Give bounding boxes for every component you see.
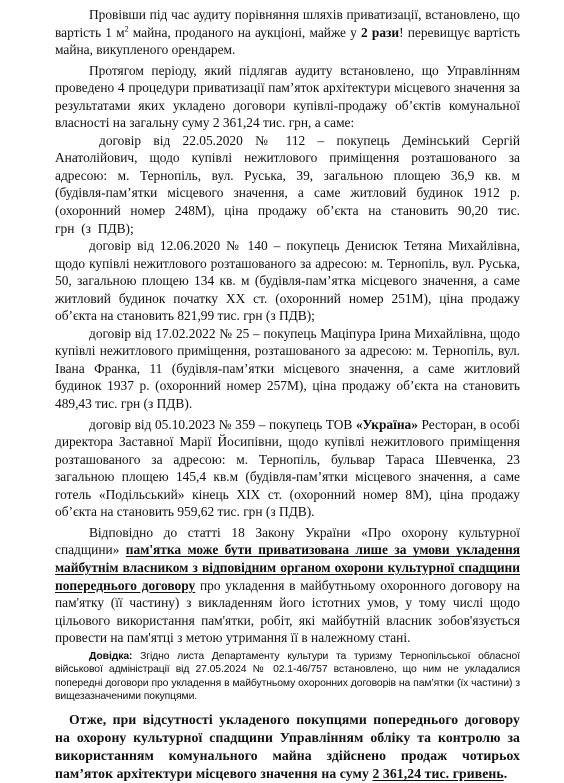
contract-item-4 [55, 416, 520, 521]
text: Провівши під час аудиту порівняння шляхів приватизації, встановлено, що вартість 1 м [55, 7, 520, 40]
company-name: «Україна» [355, 416, 418, 432]
contract-item-2: договір від 12.06.2020 № 140 – покупець Денисюк Тетяна Михайлівна, щодо купівлі нежитлового розташованого за адресою: м. Тернопіль, вул. Руська, 50, загальною площею 134 кв. м (будівля-пам’ятка місцевого значення, а саме житловий будинок початку XX ст. (охоронний номер 251М), ціна продажу об’єкта на становить 821,99 тис. грн (з ПДВ); [55, 238, 520, 324]
text: Отже, при відсутності укладеного покупцями попереднього договору на охорону культурної спадщини Управлінням обліку та контролю за використанням комунального майна здійснено продаж чотирьох пам’яток архітектури місцевого значення на суму [55, 711, 520, 781]
text: майна, проданого на аукціоні, майже у [128, 24, 361, 40]
text: Відповідно до статті 18 Закону України «Про охорону культурної спадщини» [55, 524, 520, 558]
contract-item-3: договір від 17.02.2022 № 25 – покупець Маціпура Ірина Михайлівна, щодо купівлі нежитлового приміщення, розташованого за адресою: м. Тернопіль, вул. Івана Франка, 11 (будівля-пам’ятки місцевого значення, а саме житловий будинок 1937 р. (охоронний номер 257М), ціна продажу об’єкта на становить 489,43 тис. грн (з ПДВ). [55, 325, 520, 412]
text: договір від 05.10.2023 № 359 – покупець ТОВ [89, 416, 356, 432]
text: . [503, 765, 508, 781]
total-amount: 2 361,24 тис. гривень [372, 765, 504, 781]
paragraph-privatization-summary: Протягом періоду, який підлягав аудиту встановлено, що Управлінням проведено 4 процедури приватизації пам’яток архітектури місцевого значення за результатами яких укладено договори купівлі-продажу об’єктів комунальної власності на загальну суму 2 361,24 тис. грн, а саме: [55, 62, 520, 131]
conclusion-paragraph [55, 711, 520, 783]
text: про укладення в майбутньому охоронного договору на пам'ятку (її частину) з викладенням його істотних умов, у тому числі щодо цільового використання пам'ятки, робіт, які майбутній власник зобов'язується провести на пам'ятці з метою утримання її в належному стані. [55, 577, 520, 646]
paragraph-price-comparison [55, 6, 520, 59]
text: ! перевищує вартість майна, викупленого орендарем. [55, 24, 520, 58]
note-text: Згідно листа Департаменту культури та туризму Тернопільської обласної військової адміністрації від 27.05.2024 № 02.1-46/757 встановлено, що ним не укладалися попередні договори про укладення в майбутньому охоронних договорів на пам’ятки (їх частини) з вищезазначеними покупцями. [55, 650, 520, 703]
text: Ресторан, в особі директора Заставної Марії Йосипівни, щодо купівлі нежитлового приміщення розташованого за адресою: м. Тернопіль, бульвар Тараса Шевченка, 23 загальною площею 145,4 кв.м (будівля-пам’ятки місцевого значення, а саме готель «Подільський» кінець XIX ст. (охоронний номер 8М), ціна продажу об’єкта на становить 959,62 тис. грн (з ПДВ). [55, 416, 520, 520]
contract-item-1: договір від 22.05.2020 № 112 – покупець Демінський Сергій Анатолійович, щодо купівлі нежитлового приміщення розташованого за адресою: м. Тернопіль, вул. Руська, 39, загальною площею 36,9 кв. м (будівля-пам’ятки місцевого значення, а саме житловий будинок 1912 р. (охоронний номер 248М), ціна продажу об’єкта на становить 90,20 тис. грн (з ПДВ); [55, 132, 520, 236]
paragraph-law-article-18 [55, 524, 520, 647]
reference-note [55, 650, 520, 704]
superscript: 2 [124, 24, 129, 34]
underlined-requirement: пам'ятка може бути приватизована лише за умови укладення майбутнім власником з відповідним органом охорони культурної спадщини попереднього договору [55, 542, 521, 593]
emphasis-two-times: 2 рази [361, 24, 400, 40]
note-label: Довідка: [89, 650, 133, 662]
